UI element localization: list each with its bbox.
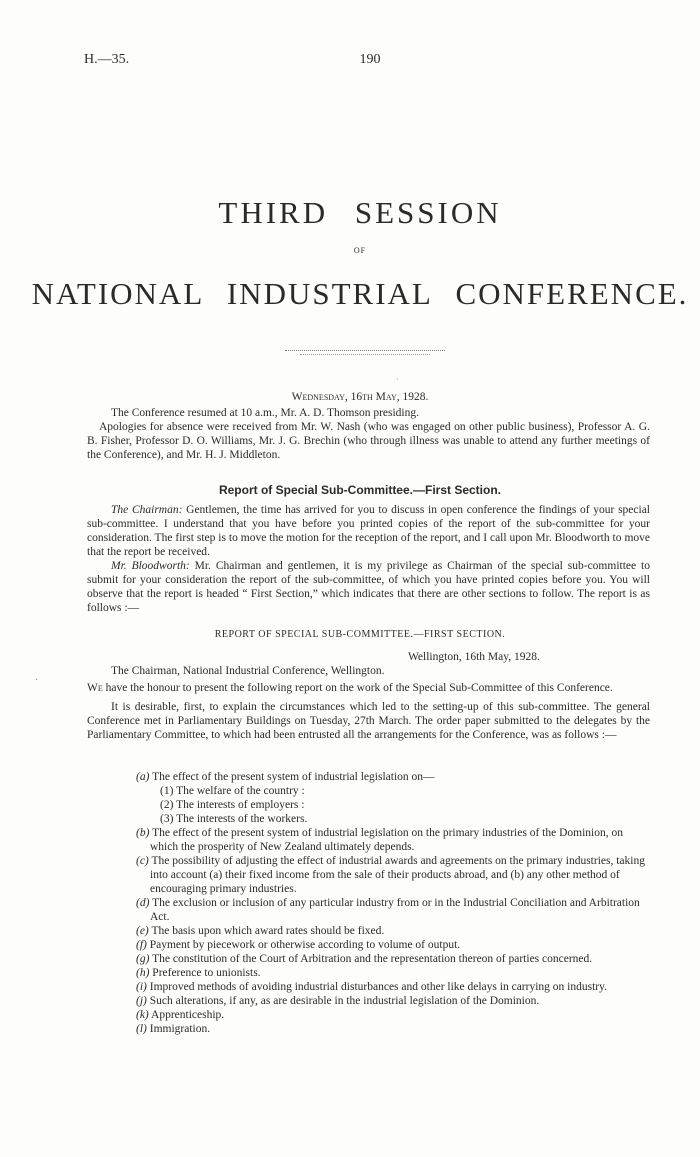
agenda-item-e (136, 924, 650, 938)
agenda-item-i (136, 980, 650, 994)
date-prefix: Wednesday, (291, 391, 351, 403)
divider-rule (285, 350, 445, 351)
agenda-item-k (136, 1008, 650, 1022)
title-of: OF (353, 246, 367, 255)
agenda-text: The effect of the present system of industrial legislation on the primary industries of the Dominion, on which the prosperity of New Zealand ultimately depends. (150, 827, 623, 853)
report-para-1 (87, 681, 650, 695)
agenda-subitem-2: (2) The interests of employers : (160, 799, 305, 811)
agenda-item-g (136, 952, 650, 966)
report-heading: REPORT OF SPECIAL SUB-COMMITTEE.—FIRST SECTION. (214, 629, 506, 640)
resumed-paragraph: The Conference resumed at 10 a.m., Mr. A. D. Thomson presiding. (111, 407, 419, 419)
agenda-list (136, 770, 650, 1036)
agenda-text: Payment by piecework or otherwise according to volume of output. (149, 939, 461, 951)
agenda-label: (c) (136, 855, 149, 867)
bloodworth-text: Mr. Chairman and gentlemen, it is my privilege as Chairman of the special sub-committee to submit for your consideration the report of the sub-committee, of which you have printed copies before you. You will observe that the report is headed “ First Section,” which indicates that there are other sections to follow. The report is as follows :— (87, 560, 650, 614)
agenda-item-j (136, 994, 650, 1008)
report-para-1-text: have the honour to present the following report on the work of the Special Sub-Committee of this Conference. (102, 682, 613, 694)
margin-mark: · (35, 675, 39, 686)
agenda-label: (h) (136, 967, 150, 979)
agenda-label: (g) (136, 953, 150, 965)
bloodworth-speech (87, 559, 650, 615)
agenda-subitem-3: (3) The interests of the workers. (160, 813, 308, 825)
chairman-speech (87, 503, 650, 559)
apologies-paragraph: Apologies for absence were received from Mr. W. Nash (who was engaged on other public business), Professor A. G. B. Fisher, Professor D. O. Williams, Mr. J. G. Brechin (who through illness was unable to attend any further meetings of the Conference), and Mr. H. J. Middleton. (87, 421, 650, 461)
agenda-text: The constitution of the Court of Arbitration and the representation thereon of parties concerned. (152, 953, 593, 965)
agenda-label: (a) (136, 771, 150, 783)
agenda-text: Apprenticeship. (151, 1009, 225, 1021)
chairman-text: Gentlemen, the time has arrived for you to discuss in open conference the findings of your special sub-committee. I understand that you have before you printed copies of the report of the sub-committee for your consideration. The first step is to move the motion for the reception of the report, and I call upon Mr. Bloodworth to move that the report be received. (87, 504, 650, 558)
agenda-text: Improved methods of avoiding industrial disturbances and other like delays in carrying on industry. (149, 981, 607, 993)
chairman-speaker: The Chairman: (111, 504, 183, 516)
agenda-item-b (136, 826, 650, 854)
meeting-intro (87, 406, 650, 462)
agenda-text: Preference to unionists. (152, 967, 261, 979)
agenda-label: (b) (136, 827, 150, 839)
bloodworth-speaker: Mr. Bloodworth: (111, 560, 190, 572)
title-line-2: NATIONAL INDUSTRIAL CONFERENCE. (31, 276, 689, 311)
divider-rule-2 (300, 354, 430, 355)
agenda-label: (f) (136, 939, 147, 951)
report-we: We (87, 682, 103, 694)
report-addressee: The Chairman, National Industrial Conference, Wellington. (111, 665, 385, 677)
agenda-label: (e) (136, 925, 149, 937)
page-number: 190 (359, 52, 381, 67)
report-body (87, 681, 650, 742)
agenda-item-l (136, 1022, 650, 1036)
agenda-item-a (136, 770, 650, 784)
agenda-text: The possibility of adjusting the effect of industrial awards and agreements on the primary industries, taking into account (a) their fixed income from the sale of their products abroad, and (b) any other method of encouraging primary industries. (150, 855, 645, 895)
report-para-2: It is desirable, first, to explain the circumstances which led to the setting-up of this sub-committee. The general Conference met in Parliamentary Buildings on Tuesday, 27th March. The order paper submitted to the delegates by the Parliamentary Committee, to which had been entrusted all the arrangements for the Conference, was as follows :— (87, 701, 650, 741)
agenda-text: The basis upon which award rates should be fixed. (151, 925, 385, 937)
agenda-label: (d) (136, 897, 150, 909)
speeches (87, 503, 650, 615)
agenda-text: Such alterations, if any, as are desirable in the industrial legislation of the Dominion. (149, 995, 540, 1007)
title-line-1: THIRD SESSION (218, 195, 502, 230)
agenda-label: (i) (136, 981, 147, 993)
agenda-label: (j) (136, 995, 147, 1007)
meeting-date (0, 391, 700, 403)
agenda-text: The effect of the present system of industrial legislation on— (152, 771, 435, 783)
section-heading: Report of Special Sub-Committee.—First Section. (218, 483, 502, 497)
agenda-subitem-1: (1) The welfare of the country : (160, 785, 305, 797)
agenda-item-d (136, 896, 650, 924)
agenda-item-c (136, 854, 650, 896)
agenda-text: The exclusion or inclusion of any particular industry from or in the Industrial Conciliation and Arbitration Act. (150, 897, 640, 923)
report-place-date: Wellington, 16th May, 1928. (408, 651, 540, 663)
agenda-text: Immigration. (149, 1023, 211, 1035)
date-day: 16th (350, 391, 373, 403)
date-rest: May, 1928. (372, 391, 429, 403)
print-mark: · (396, 375, 399, 384)
agenda-item-h (136, 966, 650, 980)
agenda-label: (k) (136, 1009, 149, 1021)
agenda-label: (l) (136, 1023, 147, 1035)
document-reference: H.—35. (84, 52, 130, 67)
agenda-item-f (136, 938, 650, 952)
